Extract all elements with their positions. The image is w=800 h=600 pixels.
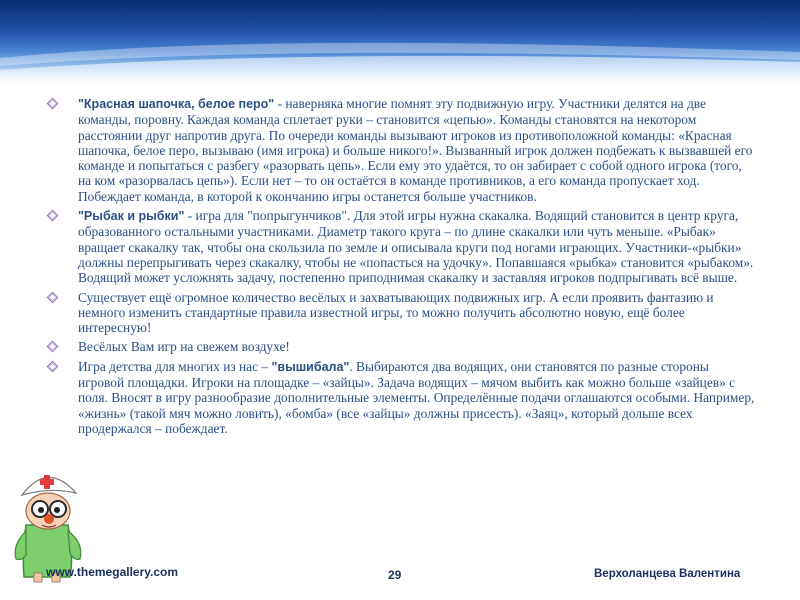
slide-content [44, 96, 756, 440]
game-title-dodgeball: "вышибала" [271, 359, 350, 374]
game-title-fisherman: "Рыбак и рыбки" [78, 209, 185, 224]
diamond-bullet-icon [46, 209, 59, 222]
bullet-item-fisherman [44, 208, 756, 285]
more-games-text: Существует ещё огромное количество весёлых и захватывающих подвижных игр. А если проявить фантазию и немного изменить стандартные правила известной игры, то можно получить абсолютно новую, ещё более интересную! [78, 289, 714, 336]
diamond-bullet-icon [46, 97, 59, 110]
header-swoosh-decoration [0, 0, 800, 84]
diamond-bullet-icon [46, 291, 59, 304]
game-description-red-hat: - наверняка многие помнят эту подвижную игру. Участники делятся на две команды, поровну. Каждая команда сплетает руки – становится «цепью». Команды становятся на некотором расстоянии друг напротив друга. По очереди команды вызывают игроков из противоположной команды: «Красная шапочка, белое перо, вызываю (имя игрока) и больше никого!». Вызванный игрок должен подбежать к вызвавшей его команде и попытаться с разбегу «разорвать цепь». Если ему это удаётся, то он забирает с собой одного игрока (того, на ком «разорвалась цепь»). Если нет – то он остаётся в команде противников, а его команда пропускает ход. Побеждает команда, в которой к окончанию игры останется больше участников. [78, 96, 753, 204]
bullet-item-red-hat [44, 96, 756, 204]
game-title-red-hat: "Красная шапочка, белое перо" [78, 97, 275, 111]
bullet-item-dodgeball [44, 359, 756, 436]
wish-text: Весёлых Вам игр на свежем воздухе! [78, 339, 290, 355]
bullet-item-more-games [44, 290, 756, 336]
diamond-bullet-icon [46, 340, 59, 353]
footer-author: Верхоланцева Валентина [594, 568, 741, 580]
footer-url: www.themegallery.com [46, 565, 179, 579]
bullet-item-wish [44, 339, 756, 354]
diamond-bullet-icon [46, 360, 59, 373]
page-number: 29 [388, 568, 402, 582]
dodgeball-intro-text: Игра детства для многих из нас – [78, 358, 272, 374]
game-description-fisherman: - игра для "попрыгунчиков". Для этой игры нужна скакалка. Водящий становится в центр круга, образованного остальными участниками. Диаметр такого круга – по длине скакалки или чуть меньше. «Рыбак» вращает скакалку так, чтобы она скользила по земле и описывала круги под ногами играющих. Участники-«рыбки» должны перепрыгивать через скакалку, чтобы не «попасться на удочку». Попавшаяся «рыбка» становится «рыбаком». Водящий может усложнять задачу, постепенно приподнимая скакалку и заставляя игроков подпрыгивать всё выше. [78, 208, 754, 286]
header-band [0, 0, 800, 84]
game-description-dodgeball: . Выбираются два водящих, они становятся по разные стороны игровой площадки. Игроки на площадке – «зайцы». Задача водящих – мячом выбить как можно больше «зайцев» с поля. Вносят в игру разнообразие дополнительные элементы. Определённые подачи оглашаются особыми. Например, «жизнь» (такой мяч можно ловить), «бомба» (все «зайцы» должны присесть). «Заяц», который дольше всех продержался – побеждает. [78, 358, 755, 436]
